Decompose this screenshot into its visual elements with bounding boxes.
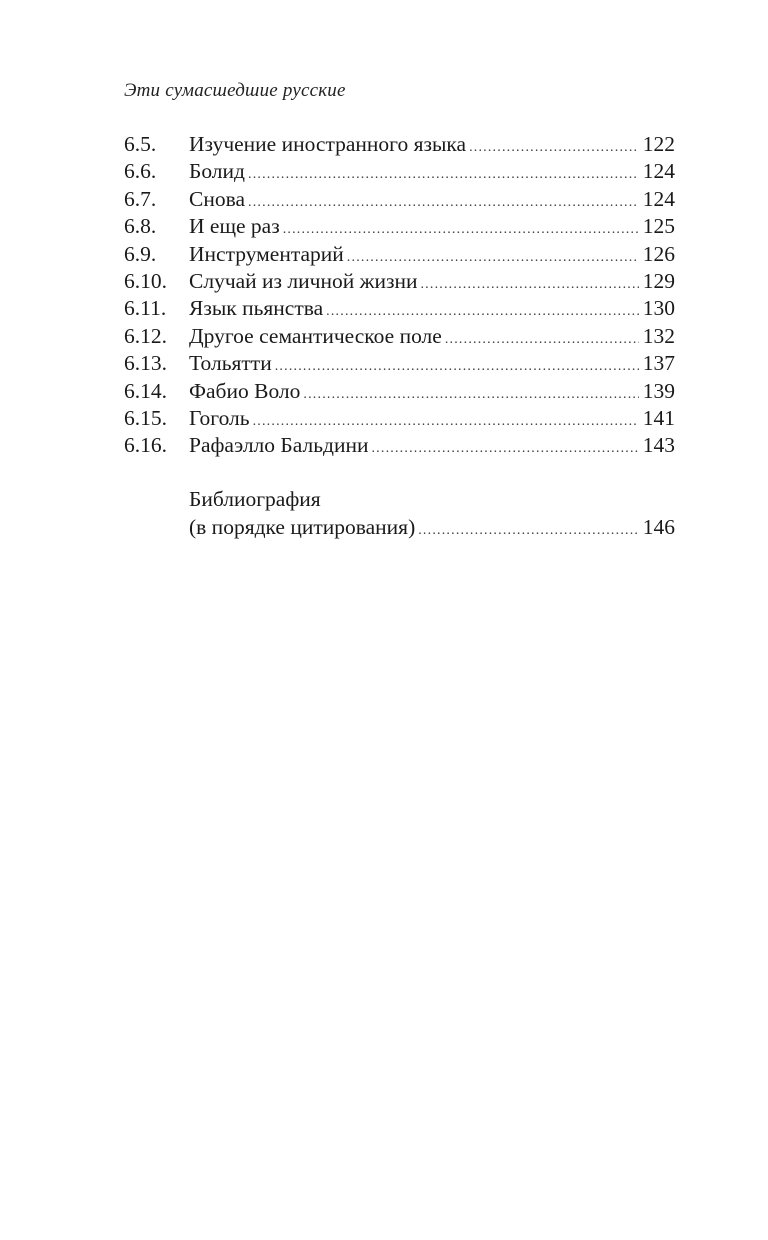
toc-entry[interactable]: [124, 432, 675, 459]
toc-entry-title: Рафаэлло Бальдини: [189, 433, 369, 458]
toc-entry-number: 6.16.: [124, 433, 167, 458]
dot-leader: [347, 244, 639, 271]
dot-leader: [371, 435, 638, 462]
dot-leader: [445, 326, 639, 353]
toc-entry[interactable]: [124, 158, 675, 185]
toc-entry-page: 137: [642, 351, 675, 376]
dot-leader: [326, 298, 639, 325]
dot-leader: [275, 353, 639, 380]
toc-entry-number: 6.13.: [124, 351, 167, 376]
toc-entry[interactable]: [124, 268, 675, 295]
toc-entry-title: Случай из личной жизни: [189, 268, 418, 293]
toc-entry-number: 6.6.: [124, 159, 157, 184]
bibliography-title: Библиография: [189, 487, 321, 511]
toc-entry[interactable]: [124, 323, 675, 350]
bibliography-subtitle-row: [189, 513, 675, 541]
toc-entry[interactable]: [124, 295, 675, 322]
toc-entry-title: Фабио Воло: [189, 378, 301, 403]
bibliography-page: 146: [642, 515, 675, 539]
running-head: Эти сумасшедшие русские: [124, 80, 346, 101]
toc-entry[interactable]: [124, 131, 675, 158]
dot-leader: [248, 161, 639, 188]
dot-leader: [303, 381, 638, 408]
toc-entry-page: 125: [642, 214, 675, 239]
toc-entry-page: 124: [642, 186, 675, 211]
toc-entry-title: Изучение иностранного языка: [189, 132, 467, 156]
toc-entry-number: 6.8.: [124, 214, 157, 239]
dot-leader: [420, 271, 638, 298]
dot-leader: [283, 216, 639, 243]
toc-entry-number: 6.14.: [124, 378, 167, 403]
toc-entry-page: 126: [642, 241, 675, 266]
toc-entry-number: 6.7.: [124, 186, 157, 211]
toc-entry-title: Снова: [189, 186, 246, 211]
toc-entry-page: 139: [642, 378, 675, 403]
toc-entry-number: 6.10.: [124, 268, 167, 293]
toc-entry-page: 143: [642, 433, 675, 458]
toc-entry-page: 124: [642, 159, 675, 184]
toc-entry-number: 6.9.: [124, 241, 157, 266]
toc-entry[interactable]: [124, 405, 675, 432]
bibliography-subtitle: (в порядке цитирования): [189, 515, 416, 539]
toc-entry[interactable]: [124, 350, 675, 377]
toc-entry-title: Болид: [189, 159, 245, 184]
table-of-contents: [124, 131, 675, 460]
toc-entry-page: 132: [642, 323, 675, 348]
toc-entry-title: Другое семантическое поле: [189, 323, 442, 348]
toc-entry[interactable]: [124, 186, 675, 213]
bibliography-entry[interactable]: [189, 485, 675, 541]
toc-entry-number: 6.11.: [124, 296, 167, 321]
toc-entry-page: 129: [642, 268, 675, 293]
toc-entry-page: 130: [642, 296, 675, 321]
toc-entry-title: И еще раз: [189, 214, 280, 239]
dot-leader: [253, 408, 639, 435]
toc-entry-number: 6.5.: [124, 132, 157, 156]
toc-entry-title: Язык пьянства: [189, 296, 324, 321]
toc-entry[interactable]: [124, 378, 675, 405]
dot-leader: [469, 134, 639, 161]
toc-entry[interactable]: [124, 213, 675, 240]
toc-entry-title: Тольятти: [189, 351, 272, 376]
toc-entry-number: 6.15.: [124, 405, 167, 430]
toc-entry[interactable]: [124, 241, 675, 268]
toc-entry-page: 141: [642, 405, 675, 430]
toc-entry-page: 122: [642, 132, 675, 156]
dot-leader: [418, 517, 639, 545]
toc-entry-number: 6.12.: [124, 323, 167, 348]
toc-entry-title: Инструментарий: [189, 241, 344, 266]
dot-leader: [248, 189, 639, 216]
toc-entry-title: Гоголь: [189, 405, 250, 430]
